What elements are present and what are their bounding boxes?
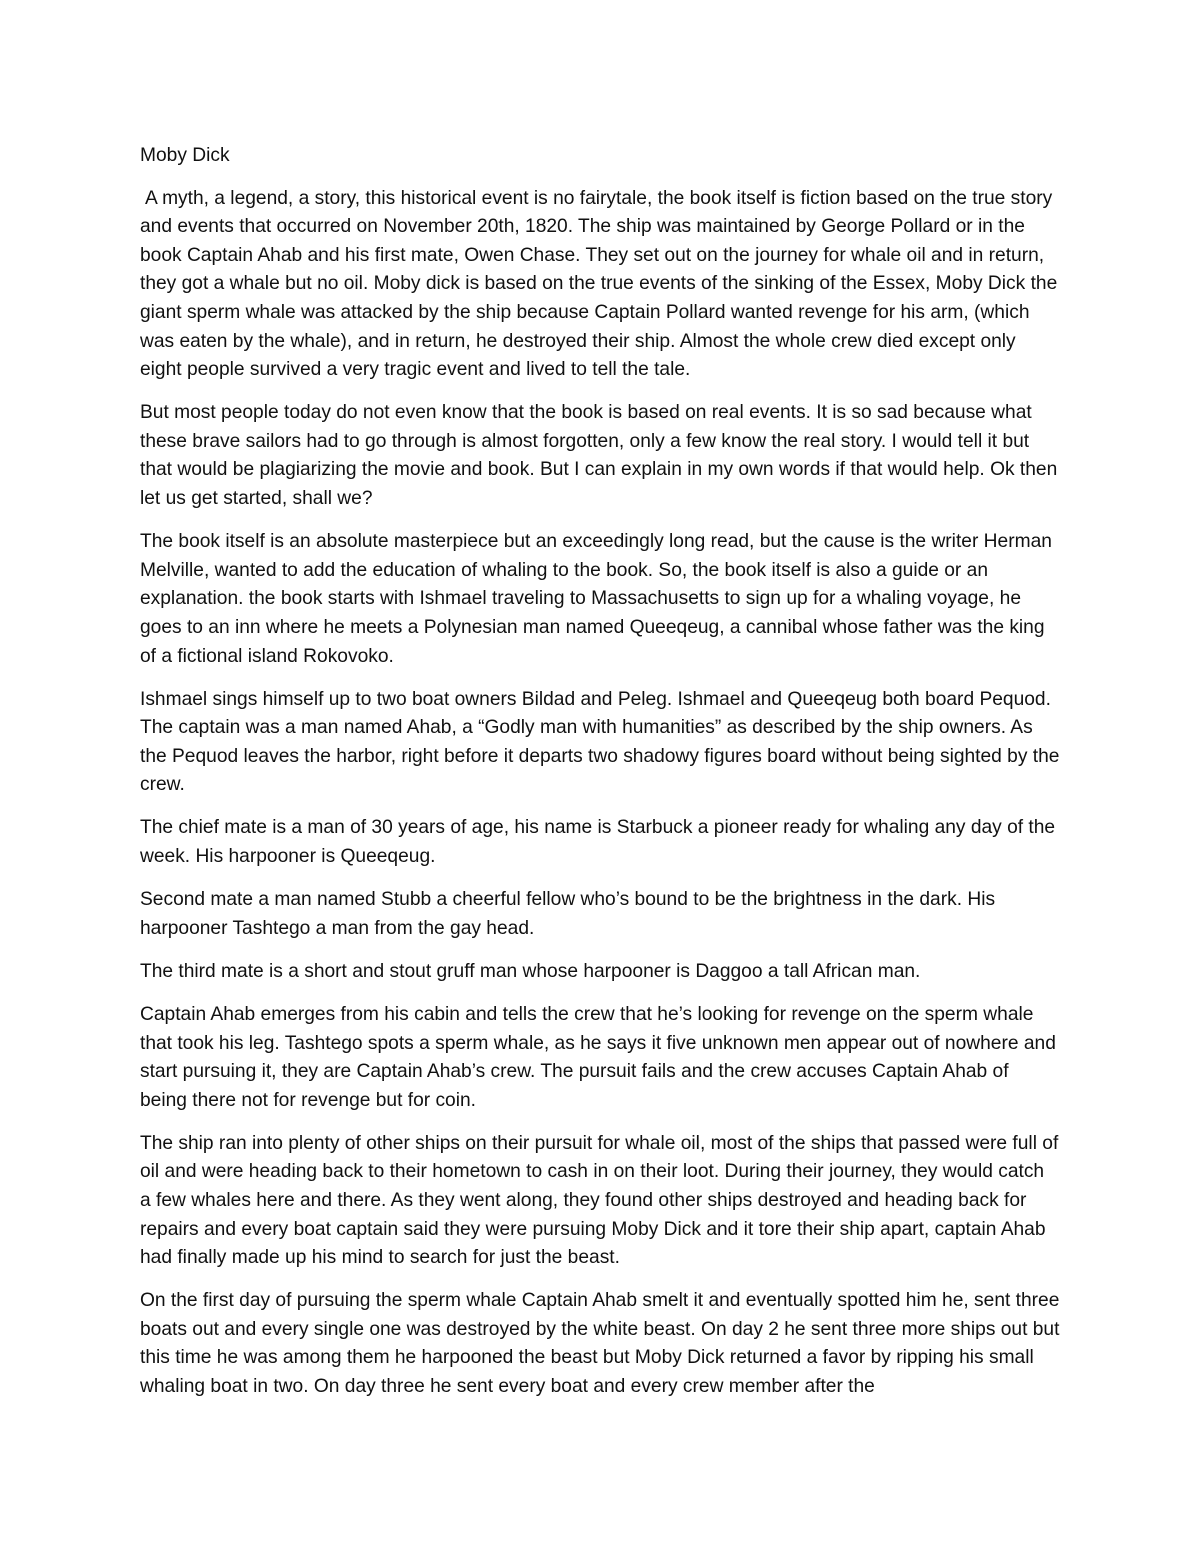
paragraph-6: Second mate a man named Stubb a cheerful fellow who’s bound to be the brightness in the dark. His harpooner Tashtego a man from the gay head. [140, 889, 996, 939]
paragraph-1: A myth, a legend, a story, this historical event is no fairytale, the book itself is fiction based on the true story and events that occurred on November 20th, 1820. The ship was maintained by George Pollard or in the book Captain Ahab and his first mate, Owen Chase. They set out on the journey for whale oil and in return, they got a whale but no oil. Moby dick is based on the true events of the sinking of the Essex, Moby Dick the giant sperm whale was attacked by the ship because Captain Pollard wanted revenge for his arm, (which was eaten by the whale), and in return, he destroyed their ship. Almost the whole crew died except only eight people survived a very tragic event and lived to tell the tale. [140, 187, 1058, 381]
paragraph-7: The third mate is a short and stout gruff man whose harpooner is Daggoo a tall African man. [140, 960, 921, 982]
paragraph-9: The ship ran into plenty of other ships on their pursuit for whale oil, most of the ships that passed were full of oil and were heading back to their hometown to cash in on their loot. During their journey, they would catch a few whales here and there. As they went along, they found other ships destroyed and heading back for repairs and every boat captain said they were pursuing Moby Dick and it tore their ship apart, captain Ahab had finally made up his mind to search for just the beast. [140, 1132, 1059, 1269]
paragraph-10: On the first day of pursuing the sperm whale Captain Ahab smelt it and eventually spotted him he, sent three boats out and every single one was destroyed by the white beast. On day 2 he sent three more ships out but this time he was among them he harpooned the beast but Moby Dick returned a favor by ripping his small whaling boat in two. On day three he sent every boat and every crew member after the [140, 1290, 1060, 1398]
paragraph-2: But most people today do not even know that the book is based on real events. It is so sad because what these brave sailors had to go through is almost forgotten, only a few know the real story. I would tell it but that would be plagiarizing the movie and book. But I can explain in my own words if that would help. Ok then let us get started, shall we? [140, 402, 1058, 510]
paragraph-3: The book itself is an absolute masterpiece but an exceedingly long read, but the cause is the writer Herman Melville, wanted to add the education of whaling to the book. So, the book itself is also a guide or an explanation. the book starts with Ishmael traveling to Massachusetts to sign up for a whaling voyage, he goes to an inn where he meets a Polynesian man named Queeqeug, a cannibal whose father was the king of a fictional island Rokovoko. [140, 531, 1052, 667]
paragraph-5: The chief mate is a man of 30 years of age, his name is Starbuck a pioneer ready for whaling any day of the week. His harpooner is Queeqeug. [140, 817, 1056, 868]
paragraph-4: Ishmael sings himself up to two boat owners Bildad and Peleg. Ishmael and Queeqeug both board Pequod. The captain was a man named Ahab, a “Godly man with humanities” as described by the ship owners. As the Pequod leaves the harbor, right before it departs two shadowy figures board without being sighted by the crew. [140, 688, 1060, 796]
document-title: Moby Dick [140, 145, 230, 166]
paragraph-8: Captain Ahab emerges from his cabin and tells the crew that he’s looking for revenge on the sperm whale that took his leg. Tashtego spots a sperm whale, as he says it five unknown men appear out of nowhere and start pursuing it, they are Captain Ahab’s crew. The pursuit fails and the crew accuses Captain Ahab of being there not for revenge but for coin. [140, 1003, 1056, 1111]
document-body [140, 142, 1060, 1416]
